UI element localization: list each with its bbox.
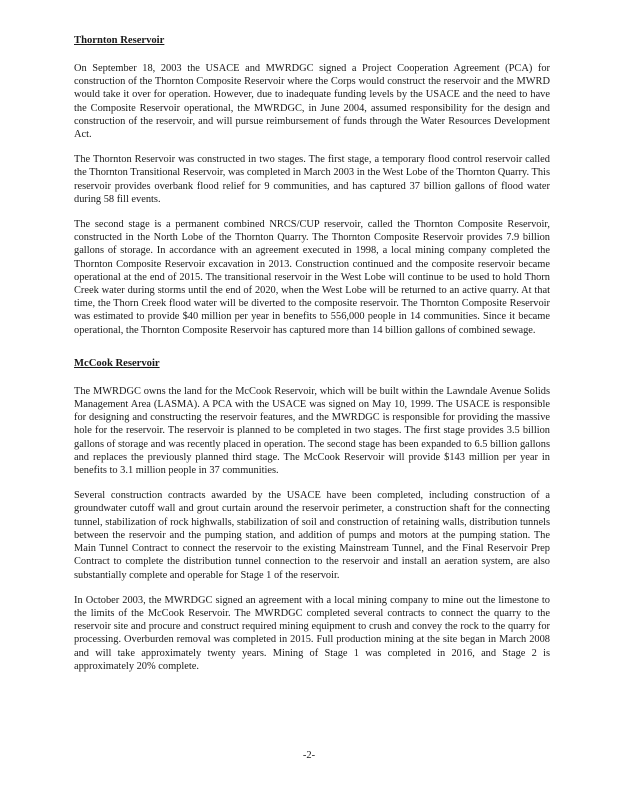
page-content: [74, 34, 550, 685]
page-number: -2-: [302, 750, 316, 761]
paragraph: Several construction contracts awarded by the USACE have been completed, including construction of a groundwater cutoff wall and grout curtain around the reservoir perimeter, a construction shaft for the connecting tunnel, stabilization of rock highwalls, stabilization of soil and construction of retaining walls, distribution tunnels between the reservoir and the pumping station, and addition of pumps and motors at the pumping station. The Main Tunnel Contract to connect the reservoir to the existing Mainstream Tunnel, and the Final Reservoir Prep Contract to complete the distribution tunnel connection to the reservoir and install an aeration system, are also substantially complete and operable for Stage 1 of the reservoir.: [74, 490, 550, 581]
paragraph: On September 18, 2003 the USACE and MWRDGC signed a Project Cooperation Agreement (PCA) for construction of the Thornton Composite Reservoir where the Corps would construct the reservoir and the MWRD would take it over for operation. However, due to inadequate funding levels by the USACE and the need to have the Composite Reservoir operational, the MWRDGC, in June 2004, assumed responsibility for the design and construction of the reservoir, and will pursue reimbursement of funds through the Water Resources Development Act.: [74, 63, 550, 141]
section-thornton-reservoir: [74, 34, 550, 337]
paragraph: In October 2003, the MWRDGC signed an agreement with a local mining company to mine out the limestone to the limits of the McCook Reservoir. The MWRDGC completed several contracts to connect the quarry to the reservoir site and procure and construct required mining equipment to crush and convey the rock to the quarry for processing. Overburden removal was completed in 2015. Full production mining at the site began in March 2008 and will take approximately twenty years. Mining of Stage 1 was completed in 2016, and Stage 2 is approximately 20% complete.: [74, 594, 550, 672]
paragraph: The MWRDGC owns the land for the McCook Reservoir, which will be built within the Lawndale Avenue Solids Management Area (LASMA). A PCA with the USACE was signed on May 10, 1999. The USACE is responsible for designing and constructing the reservoir features, and the MWRDGC is responsible for providing the massive hole for the reservoir. The reservoir is planned to be completed in two stages. The first stage provides 3.5 billion gallons of storage and was recently placed in operation. The second stage has been expanded to 6.5 billion gallons and replaces the previously planned third stage. The McCook Reservoir will provide $143 million per year in benefits to 3.1 million people in 37 communities.: [74, 385, 550, 477]
paragraph: The second stage is a permanent combined NRCS/CUP reservoir, called the Thornton Composite Reservoir, constructed in the North Lobe of the Thornton Quarry. The Thornton Composite Reservoir provides 7.9 billion gallons of storage. In accordance with an agreement executed in 1998, a local mining company completed the Thornton Composite Reservoir excavation in 2013. Construction continued and the composite reservoir became operational at the end of 2015. The transitional reservoir in the West Lobe will continue to be used to hold Thorn Creek water during storms until the end of 2020, when the West Lobe will be returned to an active quarry. At that time, the Thorn Creek flood water will be diverted to the composite reservoir. The Thornton Composite Reservoir was estimated to provide $40 million per year in benefits to 556,000 people in 14 communities. Since it became operational, the Thornton Composite Reservoir has captured more than 14 billion gallons of combined sewage.: [74, 219, 550, 336]
paragraph: The Thornton Reservoir was constructed in two stages. The first stage, a temporary flood control reservoir called the Thornton Transitional Reservoir, was completed in March 2003 in the West Lobe of the Thornton Quarry. This reservoir provides overbank flood relief for 9 communities, and has captured 37 billion gallons of flood water during 58 fill events.: [74, 154, 550, 205]
section-heading-mccook: McCook Reservoir: [74, 357, 160, 369]
section-heading-thornton: Thornton Reservoir: [74, 35, 165, 46]
section-mccook-reservoir: [74, 357, 550, 673]
